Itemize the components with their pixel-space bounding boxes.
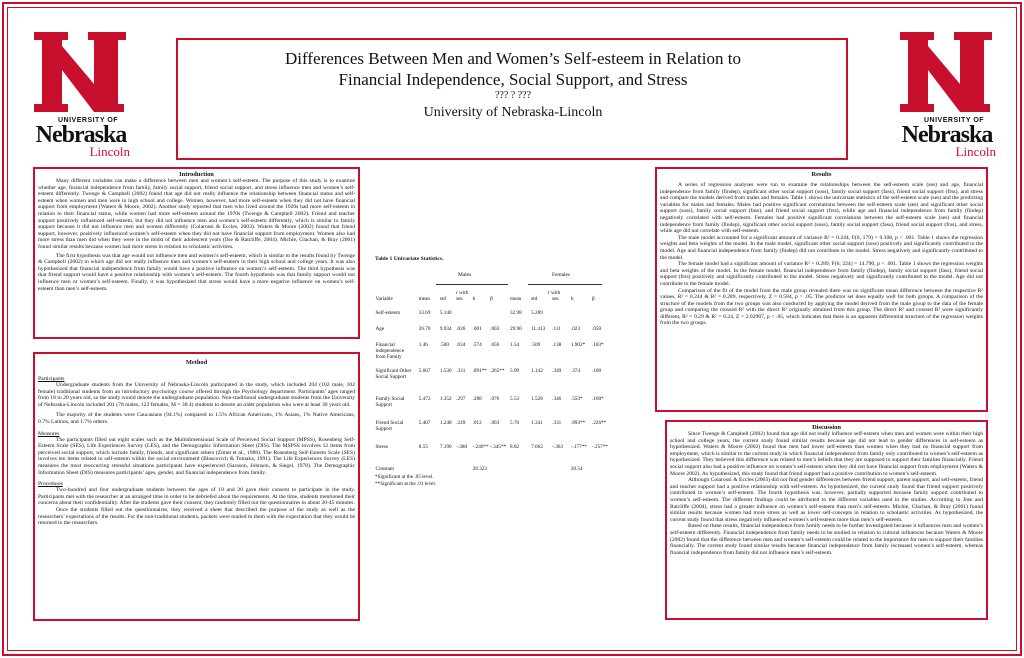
table-cell-female: .138 xyxy=(552,342,562,348)
logo-lincoln: Lincoln xyxy=(89,144,130,159)
table-header-cell: ses xyxy=(552,296,559,302)
procedures-paragraph-2: Once the students filled out the questionnaires, they received a sheet that described the purpose of the study as well as the researchers’ expectations of the results. For the non-traditional students, packets were mailed to them with the expectation that they would be returned to the researchers. xyxy=(38,506,355,527)
table-header-cell: std xyxy=(439,296,446,302)
university-logo-right xyxy=(892,32,1002,162)
table-cell-male: 26.70 xyxy=(418,326,431,332)
discussion-paragraph-2: Although Colarossi & Eccles (2003) did not find gender differences between friend support, parent support, and self-esteem, friend and teacher support had a positive relationship with self-esteem. As hypothesized, the current study found that friend support positively contributed to women’s self-esteem. The fourth hypothesis was, however, partially supported because family support contributed to women’s self-esteem. The different findings could be attributed to the different variables used in the studies. According to Jose and Ratcliffe (2004), stress had a greater influence on women’s self-esteem than men’s self-esteem. Michie, Glachan, & Bray (2001) found similar results because women had more stress as well as lower self-concepts in relation to scholastic activities. As hypothesized, the current study found that stress negatively influenced women’s self-esteem more than men’s self-esteem. xyxy=(670,477,983,523)
table-cell-female: -.257** xyxy=(591,444,608,450)
participants-subheading: Participants xyxy=(38,376,65,382)
discussion-heading: Discussion xyxy=(812,424,841,431)
table-panel xyxy=(372,252,642,492)
table-cell-male: 1.352 xyxy=(439,396,452,402)
table-cell-female: .509 xyxy=(531,342,541,348)
logo-university-of: UNIVERSITY OF xyxy=(58,117,119,124)
table-cell-female: 32.98 xyxy=(510,310,522,316)
table-cell-female: -.363 xyxy=(552,444,563,450)
table-cell-female: 5.70 xyxy=(510,420,520,426)
univariate-table xyxy=(372,296,642,472)
table-header-cell: β xyxy=(490,296,493,302)
logo-lincoln: Lincoln xyxy=(955,144,996,159)
table-cell-female: .331 xyxy=(552,420,562,426)
nebraska-n-icon xyxy=(900,32,992,112)
table-cell-male: 33.69 xyxy=(418,310,431,316)
table-row-label: Age xyxy=(375,326,385,332)
table-cell-female: 1.528 xyxy=(531,396,543,402)
table-row-label: Significant Other Social Support xyxy=(375,368,412,380)
poster-authors: ??? ? ??? xyxy=(494,90,532,101)
females-rwith: r with xyxy=(548,290,561,296)
results-paragraph-2: The male model accounted for a significant amount of variance R² = 0.244, F(6, 179) = 9.308, p < .001. Table 1 shows the regression weights and beta weights of the model. In the male model, significant other social support (soss) positively and significantly contributed to the model. Age and financial independence from family (findep) did not contribute to the model. Stress negatively and significantly contributed to the model. xyxy=(660,234,983,261)
table-cell-male: 1.248 xyxy=(439,420,452,426)
table-cell-female: .346 xyxy=(552,396,562,402)
table-cell-male: 5.407 xyxy=(418,420,431,426)
poster-title-block xyxy=(178,40,848,160)
results-paragraph-4: Comparison of the fit of the model from the male group revealed there was no significant mean difference between the respective R² values, R² = 0.244 & R² = 0.289, respectively, Z = 0.584, p > .05. The predictor set does equally well for both groups. A comparison of the structure of the models from the two groups was also conducted by applying the model derived from the male group to the data of the female group and comparing the crossed R² with the direct R² originally obtained from this group. The direct R² and crossed R² were significantly different, R² = 0.29 & R² = 0.24, Z = 2.02987, p < .05, which indicates that there is an apparent differential structure of the regression weights from the two groups. xyxy=(660,287,983,327)
table-row-label: Stress xyxy=(375,444,388,450)
table-cell-female: 11.413 xyxy=(531,326,546,332)
table-cell-male: 5.472 xyxy=(418,396,431,402)
table-cell-male: -.246** xyxy=(472,444,489,450)
table-cell-female: 1.341 xyxy=(531,420,543,426)
table-cell-male: 8.55 xyxy=(418,444,428,450)
table-header-cell: mean xyxy=(418,296,431,302)
table-cell-male: -.345** xyxy=(490,444,507,450)
table-cell-female: 5.99 xyxy=(510,368,520,374)
males-rwith: r with xyxy=(456,290,469,296)
table-cell-female: .893** xyxy=(570,420,586,426)
table-cell-female: .050 xyxy=(591,326,602,332)
table-cell-male: .056 xyxy=(490,342,500,348)
table-row-label: Self-esteem xyxy=(375,310,400,316)
table-cell-male: .574 xyxy=(472,342,482,348)
table-cell-female: .111 xyxy=(552,326,561,332)
table-cell-male: .012 xyxy=(472,420,482,426)
university-logo-left xyxy=(26,32,136,162)
results-panel xyxy=(660,171,983,408)
table-header-cell: b xyxy=(472,296,476,302)
table-cell-male: 9.934 xyxy=(439,326,452,332)
poster-institution: University of Nebraska-Lincoln xyxy=(423,105,603,120)
table-cell-female: 1.902* xyxy=(570,342,586,348)
females-underline xyxy=(528,284,602,285)
table-cell-male: .003 xyxy=(490,420,500,426)
table-cell-female: .553* xyxy=(570,396,583,402)
table-row-label: Financial independence from Family xyxy=(375,342,405,360)
table-cell-male: .249 xyxy=(456,420,466,426)
logo-university-of: UNIVERSITY OF xyxy=(924,117,985,124)
table-cell-male: 28.323 xyxy=(472,466,487,472)
table-note-1: *Significant at the .05 level. xyxy=(375,474,434,480)
table-cell-male: .034 xyxy=(456,342,466,348)
table-cell-male: .288 xyxy=(472,396,482,402)
table-title: Table 1 Univariate Statistics. xyxy=(375,256,444,262)
table-cell-male: .076 xyxy=(490,396,500,402)
table-cell-female: .160* xyxy=(591,396,604,402)
table-cell-female: .100 xyxy=(591,368,602,374)
table-cell-male: -.380 xyxy=(456,444,468,450)
table-row-label: Family Social Support xyxy=(375,396,405,408)
table-cell-female: .226** xyxy=(591,420,607,426)
procedures-paragraph-1: Two-hundred and four undergraduate students between the ages of 18 and 20 gave their consent to participate in the study. Participants met with the researcher at an arranged time in order to be debriefed about the requirements. At the time, students mentioned their concerns about their confidentiality. After the students gave their consent, they randomly filled out the questionnaires in about 30-45 minutes. xyxy=(38,487,355,507)
measures-paragraph: The participants filled out eight scales such as the Multidimensional Scale of Perceived Social Support (MPSS), Rosenberg Self-Esteem Scale (SES), Life Experiences Survey (LES), and the Demographic Information Sheet (DIS). The MSPSS involves 12 items from perceived social support, which include family, friends, and significant others (Zimet et al., 1988). The Rosenberg Self-Esteem Scale (SES) involves ten items related to self-esteem within the social environment (Blascovich & Tomaka, 1991). The Life Experiences Survey (LES) measures the most reoccurring stressful situations participants have experienced (Sarason, Johnson, & Siegel, 1978). The Demographic Information Sheet (DIS) measures participants’ ages, gender, and financial independence from family. xyxy=(38,436,355,476)
results-paragraph-1: A series of regression analyses were run to examine the relationships between the self-esteem scale (ses) and age, financial independence from family (findep), significant other social support (soss), family social support (fass), friend social support (frss), and stress and compare the models derived from males and females. Table 1 shows the univariate statistics of the self-esteem scale (ses) and the predicting variables for males and females. Males had positive significant correlations between the self-esteem scale (ses) and significant other social support (soss), family social support (fass), and friend social support (frss), while age and financial independence from family (findep) negatively correlated with self-esteem. Females had positive significant correlations between the self-esteem scale (ses) and financial independence from family (findep), significant other social support (soss), family social support (fass), friend social support (frss), and stress, while age did not correlate with self-esteem. xyxy=(660,182,983,235)
table-cell-female: .023 xyxy=(570,326,580,332)
table-header-cell: b xyxy=(570,296,574,302)
males-underline xyxy=(436,284,508,285)
table-row-label: Friend Social Support xyxy=(375,420,404,432)
table-header-cell: std xyxy=(531,296,538,302)
table-cell-female: 1.142 xyxy=(531,368,543,374)
introduction-panel xyxy=(38,171,355,335)
table-cell-female: 8.82 xyxy=(510,444,520,450)
table-header-cell: mean xyxy=(510,296,522,302)
table-cell-male: .265** xyxy=(490,368,505,374)
table-cell-male: 1.530 xyxy=(439,368,452,374)
table-cell-male: .331 xyxy=(456,368,466,374)
table-header-cell: β xyxy=(591,296,595,302)
introduction-paragraph-2: The first hypothesis was that age would not influence men and women’s self-esteem, which is similar to the results found by Twenge & Campbell (2002) in which age did not really influence men and women’s self-esteem in their high school and college years. It was also hypothesized that financial independence from family would have a positive influence on women’s self-esteem. The third hypothesis was that friend support would have a positive relationship with women’s self-esteem. The fourth hypothesis was that family support would not influence men or women’s self-esteem. Finally, it was hypothesized that stress would have a more negative influence on women’s self-esteem than men’s self-esteem. xyxy=(38,252,355,292)
table-row-label: Constant xyxy=(375,466,394,472)
results-heading: Results xyxy=(811,171,832,178)
poster-title-line2: Financial Independence, Social Support, and Stress xyxy=(338,70,688,89)
table-cell-male: .001 xyxy=(472,326,482,332)
discussion-panel xyxy=(670,424,983,616)
table-cell-male: 5.140 xyxy=(439,310,452,316)
table-cell-male: 1.46 xyxy=(418,342,428,348)
results-paragraph-3: The female model had a significant amount of variance R² = 0.289, F(6, 224) = 14.790, p < .001. Table 1 shows the regression weights and beta weights of the model. In the female model, financial independence from family (findep), family social support (fass), friend social support (frss) positively and significantly contributed to the model. Stress negatively and significantly contributed to the model. Age did not contribute to the female model. xyxy=(660,261,983,287)
table-cell-male: .891** xyxy=(472,368,487,374)
table-cell-female: 29.90 xyxy=(510,326,522,332)
table-cell-female: 1.54 xyxy=(510,342,520,348)
procedures-subheading: Procedures xyxy=(38,481,63,488)
table-cell-female: 5.289 xyxy=(531,310,543,316)
table-cell-female: 7.662 xyxy=(531,444,543,450)
table-note-2: **Significant at the .01 level. xyxy=(375,481,437,487)
method-heading: Method xyxy=(185,359,208,366)
logo-nebraska: Nebraska xyxy=(35,122,127,148)
table-cell-male: .026 xyxy=(456,326,466,332)
table-cell-male: 7.190 xyxy=(439,444,452,450)
logo-nebraska: Nebraska xyxy=(901,122,993,148)
table-cell-female: 5.53 xyxy=(510,396,520,402)
table-cell-male: .003 xyxy=(490,326,500,332)
table-cell-female: .183* xyxy=(591,342,604,348)
discussion-paragraph-3: Based on these results, financial independence from family needs to be further investigated because it influences men and women’s self-esteem differently. Financial independence from family needs to be studied in relation to cultural influences because Waters & Moore (2002) found that the difference between men and women’s self-esteem could be related to the importance for men to support their families financially. The current study found similar results because financial independence from family increased women’s self-esteem, whereas financial independence from family did not influence men’s self-esteem. xyxy=(670,523,983,556)
table-cell-female: -.177** xyxy=(570,444,587,450)
method-panel xyxy=(38,359,355,617)
introduction-heading: Introduction xyxy=(179,171,214,178)
discussion-paragraph-1: Since Twenge & Campbell (2002) found that age did not really influence self-esteem when men and women were within their high school and college years, the current study found similar results because age did not lead to gender differences in self-esteem as hypothesized. Waters & Moore (2002) found that men had lower self-esteem than women when they had no financial support from employment, which is similar to the current study in which financial independence from family only contributed to women’s self-esteem as hypothesized. They believed this difference was related to men’s beliefs that they are supposed to support their families financially. Friend social support also had a positive influence on women’s self-esteem when they did not have financial support from employment (Waters & Moore 2002). As hypothesized, this study found that friend support had a positive contribution to women’s self-esteem. xyxy=(670,431,983,477)
table-group-females: Females xyxy=(552,272,570,278)
introduction-paragraph-1: Many different variables can make a difference between men and women’s self-esteem. The purpose of this study is to examine whether age, financial independence from family, family social support, friend social support, and stress influence men and women’s self-esteem differently. Twenge & Campbell (2002) found that age did not really influence the relationship between financial status and self-esteem when women and men were in high school and college. Women, however, had more self-esteem when they did not have financial support from employment (Waters & Moore, 2002). Another study reported that men who lived around the 1920s had more self-esteem in relation to their financial status, while women had more self-esteem around the 1970s (Twenge & Campbell 2002). Friend and teacher support positively influenced self-esteem, but they did not influence men and women’s self-esteem differently, which is similar to family support because it did not influence men and women differently (Colarossi & Eccles, 2003). Waters & Moore (2002) found that friend support, however, positively influenced women’s self-esteem when they did not have financial support from employment. Women also had more stress than men did when they were in the midst of their adolescent years (Ilse & Ratcliffe, 2004). Michie, Glachan, & Bray (2001) found similar results because women had more stress in relation to scholastic activities. xyxy=(38,178,355,250)
poster-title-line1: Differences Between Men and Women’s Self-esteem in Relation to xyxy=(285,49,741,68)
table-cell-female: .349 xyxy=(552,368,562,374)
table-cell-male: 5.667 xyxy=(418,368,431,374)
table-group-males: Males xyxy=(458,272,472,278)
participants-paragraph-2: The majority of the students were Caucasians (94.1%) compared to 1.5% African Americans, 1% Asians, 1% Native Americans, 0.7% Latinos, and 1.7% others. xyxy=(38,412,355,425)
nebraska-n-icon xyxy=(34,32,126,112)
table-cell-male: .500 xyxy=(439,342,449,348)
participants-paragraph-1: Undergraduate students from the University of Nebraska-Lincoln participated in the study, which included 204 (102 male, 102 female) traditional students from an introductory psychology course offered through the Psychology department. Participants’ ages ranged from 18 to 20 years old, so the study would denote the undergraduate population. Non-traditional undergraduate students from the University of Nebraska-Lincoln included 201 (78 males, 123 females, M = 38.4) students to denote an older population who were at least 30 years old. xyxy=(38,382,355,408)
table-header-cell: ses xyxy=(456,296,463,302)
table-cell-female: .374 xyxy=(570,368,580,374)
table-cell-female: 20.54 xyxy=(570,466,583,472)
measures-subheading: Measures xyxy=(38,430,60,437)
table-cell-male: .297 xyxy=(456,396,466,402)
table-header-cell: Variable xyxy=(375,296,393,302)
